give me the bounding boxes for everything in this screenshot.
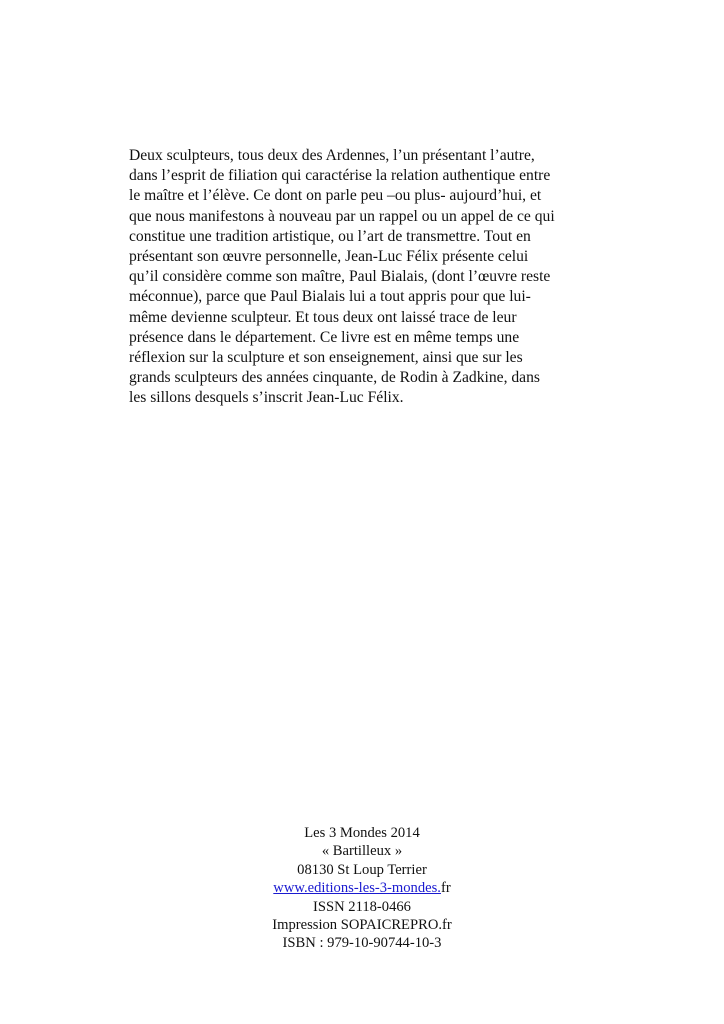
printer: Impression SOPAICREPRO.fr: [272, 917, 452, 934]
issn: ISSN 2118-0466: [313, 898, 411, 915]
summary-paragraph: [129, 146, 555, 409]
colophon: [0, 824, 724, 953]
paragraph-line: même devienne sculpteur. Et tous deux ont laissé trace de leur: [129, 308, 517, 326]
isbn: ISBN : 979-10-90744-10-3: [282, 935, 442, 952]
paragraph-line: constitue une tradition artistique, ou l’art de transmettre. Tout en: [129, 227, 531, 245]
paragraph-line: présence dans le département. Ce livre est en même temps une: [129, 328, 520, 346]
paragraph-line: les sillons desquels s’inscrit Jean-Luc Félix.: [129, 389, 404, 407]
publisher-website: [0, 879, 724, 897]
paragraph-line: méconnue), parce que Paul Bialais lui a tout appris pour que lui-: [129, 288, 531, 306]
paragraph-line: le maître et l’élève. Ce dont on parle peu –ou plus- aujourd’hui, et: [129, 187, 542, 205]
paragraph-line: que nous manifestons à nouveau par un rappel ou un appel de ce qui: [129, 207, 555, 225]
paragraph-line: qu’il considère comme son maître, Paul Bialais, (dont l’œuvre reste: [129, 268, 551, 286]
paragraph-line: Deux sculpteurs, tous deux des Ardennes, l’un présentant l’autre,: [129, 147, 535, 164]
website-link[interactable]: www.editions-les-3-mondes.: [273, 880, 441, 897]
publisher-name: Les 3 Mondes 2014: [304, 825, 420, 841]
paragraph-line: dans l’esprit de filiation qui caractérise la relation authentique entre: [129, 167, 551, 185]
paragraph-line: présentant son œuvre personnelle, Jean-Luc Félix présente celui: [129, 248, 529, 266]
publisher-address: 08130 St Loup Terrier: [297, 861, 427, 878]
paragraph-line: grands sculpteurs des années cinquante, de Rodin à Zadkine, dans: [129, 369, 540, 387]
publisher-place: « Bartilleux »: [321, 843, 403, 860]
website-suffix: fr: [440, 880, 451, 897]
paragraph-line: réflexion sur la sculpture et son enseignement, ainsi que sur les: [129, 349, 523, 367]
